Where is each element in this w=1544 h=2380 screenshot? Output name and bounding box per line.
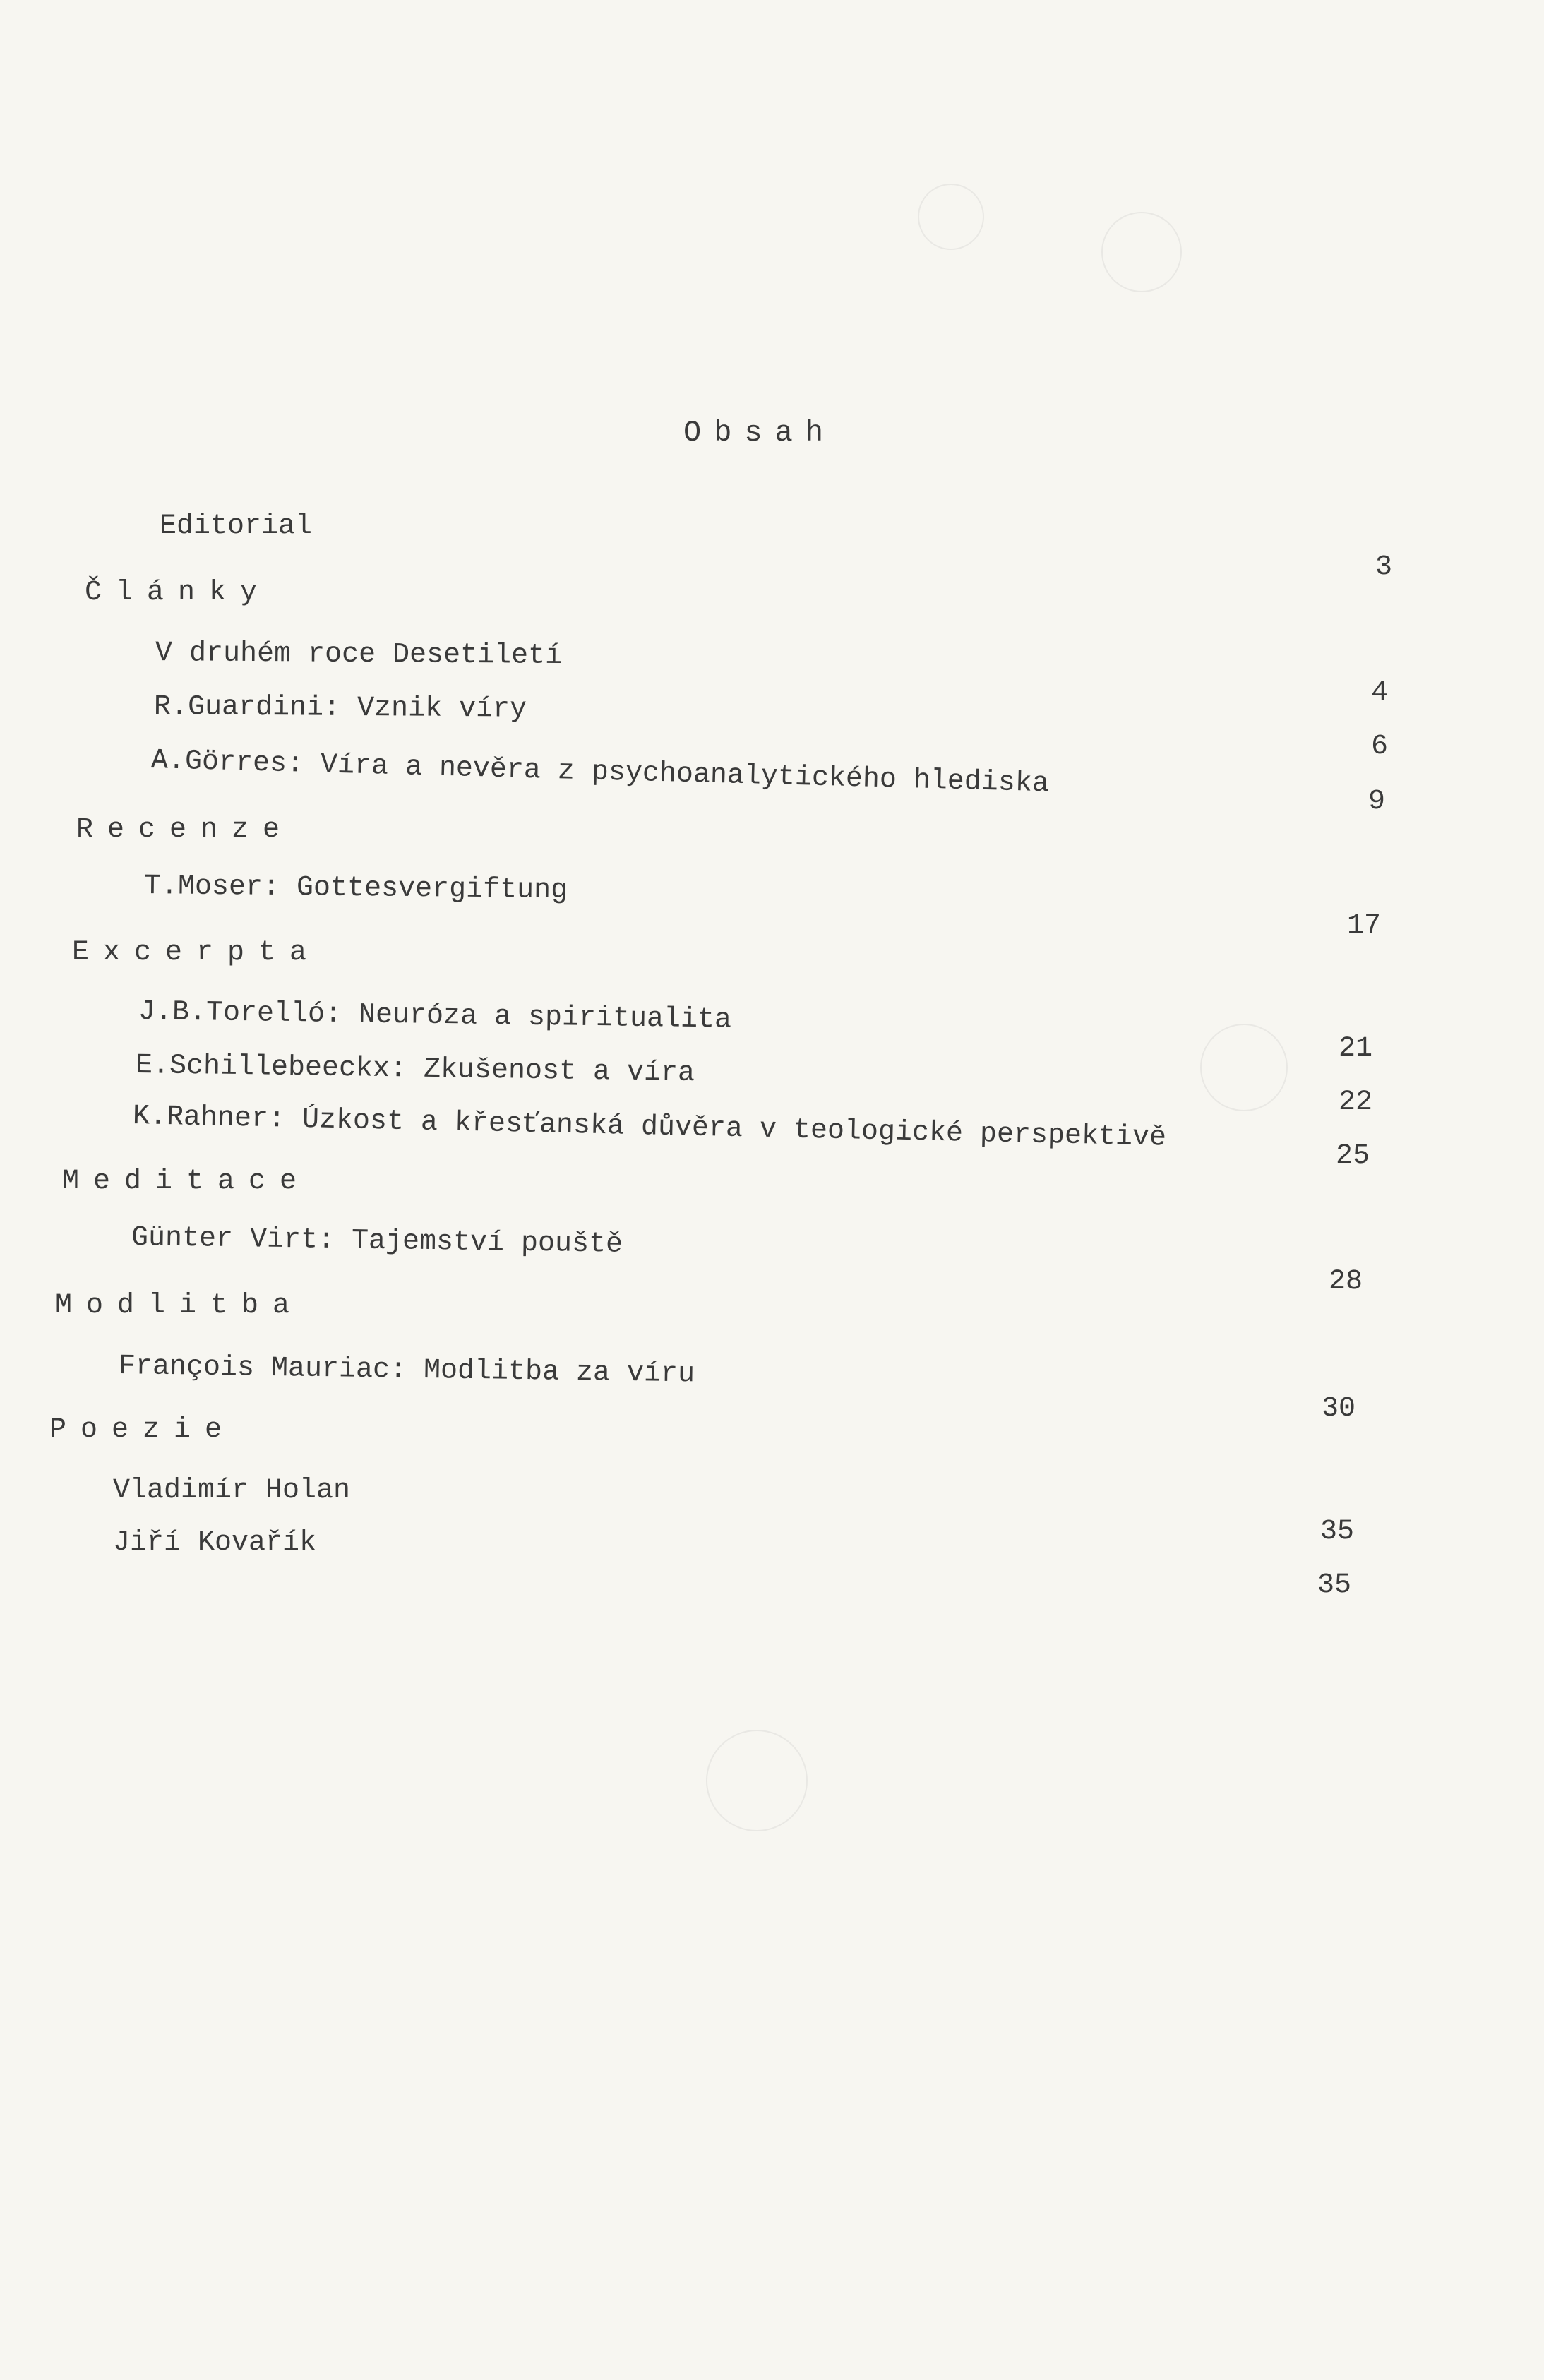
toc-entry-text: Günter Virt: Tajemství pouště xyxy=(131,1222,623,1261)
toc-entry-page: 4 xyxy=(1371,677,1389,709)
show-through-mark xyxy=(1101,212,1182,292)
toc-entry-text: Jiří Kovařík xyxy=(113,1527,317,1559)
section-heading-recenze: Recenze xyxy=(76,814,294,846)
toc-entry-text: François Mauriac: Modlitba za víru xyxy=(118,1351,695,1391)
toc-entry-page: 35 xyxy=(1317,1569,1352,1601)
toc-entry-page: 21 xyxy=(1339,1033,1373,1065)
toc-entry-page: 22 xyxy=(1339,1087,1373,1118)
editorial-label: Editorial xyxy=(160,510,313,542)
section-heading-excerpta: Excerpta xyxy=(72,937,321,969)
section-heading-modlitba: Modlitba xyxy=(55,1290,304,1322)
toc-entry-text: J.B.Torelló: Neuróza a spiritualita xyxy=(138,996,732,1036)
toc-entry-text: A.Görres: Víra a nevěra z psychoanalytického hlediska xyxy=(150,745,1050,801)
toc-entry-page: 25 xyxy=(1336,1140,1370,1172)
toc-entry-page: 6 xyxy=(1371,731,1389,763)
toc-entry-page: 35 xyxy=(1320,1516,1355,1548)
toc-entry-page: 9 xyxy=(1368,786,1386,818)
toc-entry-text: K.Rahner: Úzkost a křesťanská důvěra v teologické perspektivě xyxy=(132,1101,1167,1154)
toc-entry-page: 30 xyxy=(1322,1393,1356,1425)
toc-entry-text: T.Moser: Gottesvergiftung xyxy=(143,871,568,907)
toc-entry-text: V druhém roce Desetiletí xyxy=(155,638,563,673)
show-through-mark xyxy=(706,1730,808,1831)
toc-entry-page: 17 xyxy=(1347,910,1382,942)
section-heading-clanky: Články xyxy=(85,577,272,609)
editorial-page: 3 xyxy=(1375,551,1393,583)
toc-entry-text: R.Guardini: Vznik víry xyxy=(153,691,527,726)
toc-entry-text: E.Schillebeeckx: Zkušenost a víra xyxy=(135,1050,695,1090)
toc-entry-page: 28 xyxy=(1329,1266,1363,1298)
show-through-mark xyxy=(1200,1024,1288,1111)
show-through-mark xyxy=(918,184,984,250)
toc-entry-text: Vladimír Holan xyxy=(113,1475,351,1507)
section-heading-poezie: Poezie xyxy=(49,1414,237,1446)
section-heading-meditace: Meditace xyxy=(62,1166,311,1197)
page-title: Obsah xyxy=(683,416,837,450)
